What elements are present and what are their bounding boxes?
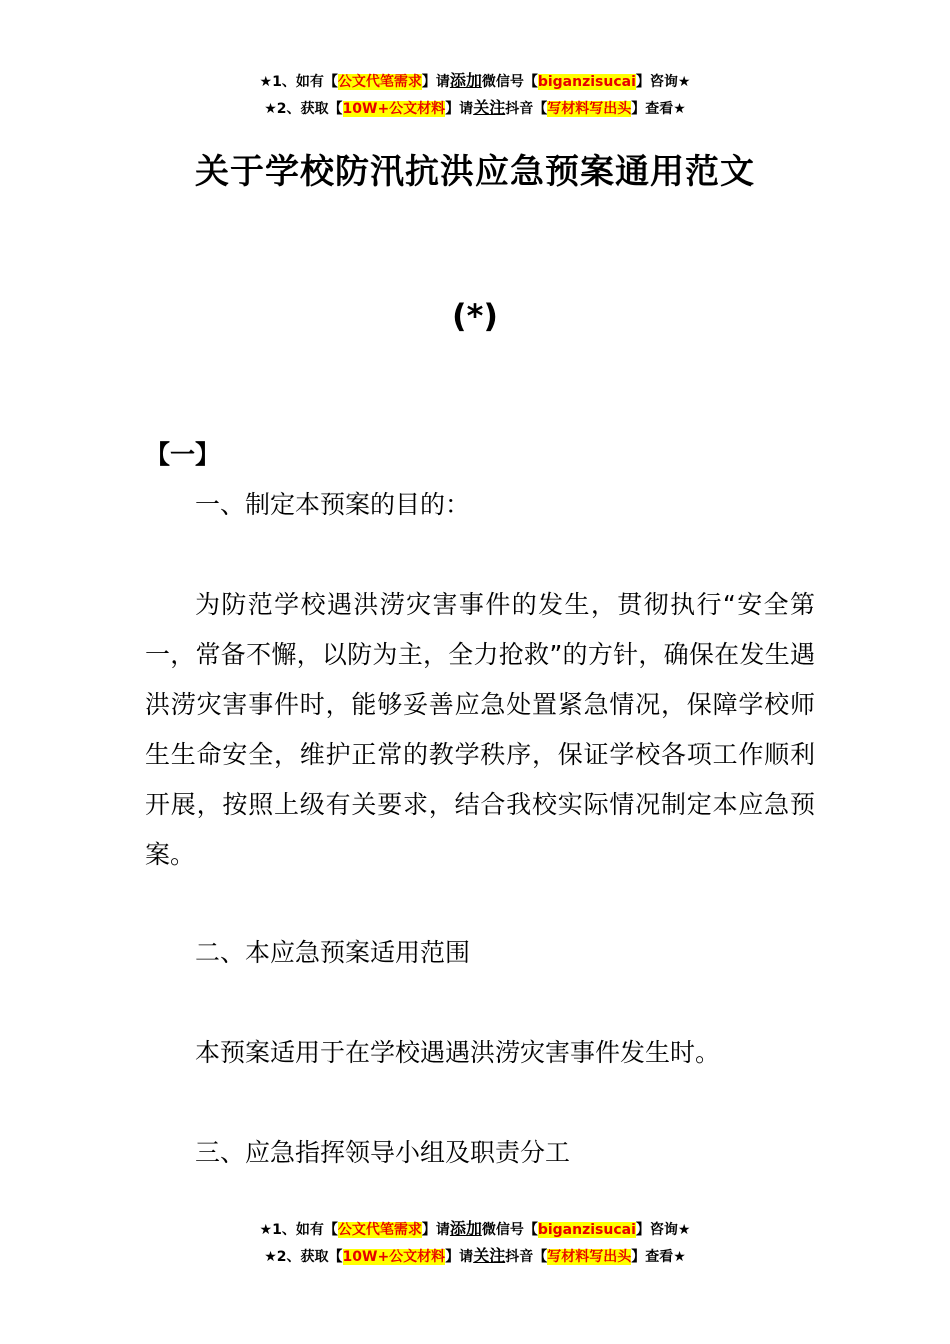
banner-line-1	[0, 68, 950, 95]
banner-text: 】请	[421, 1222, 450, 1238]
paragraph-body-2: 本预案适用于在学校遇遇洪涝灾害事件发生时。	[195, 1038, 721, 1067]
banner-text: ★2、获取【	[264, 1249, 343, 1265]
paragraph-heading-3: 三、应急指挥领导小组及职责分工	[195, 1138, 571, 1167]
paragraph-heading-1: 一、制定本预案的目的：	[195, 490, 471, 519]
document-title: 关于学校防汛抗洪应急预案通用范文	[195, 152, 755, 192]
banner-text: ★2、获取【	[264, 101, 343, 117]
section-mark: 【一】	[145, 440, 221, 469]
banner-highlight: 公文代笔需求	[337, 74, 422, 90]
banner-text: 】咨询★	[635, 74, 691, 90]
banner-text: ★1、如有【	[259, 1222, 338, 1238]
banner-highlight: 10W+公文材料	[342, 1249, 446, 1265]
banner-line-2	[0, 1243, 950, 1270]
banner-text: 抖音【	[505, 101, 548, 117]
banner-text: 】请	[421, 74, 450, 90]
banner-text: ★1、如有【	[259, 74, 338, 90]
banner-text: 微信号【	[481, 74, 538, 90]
bottom-banner	[0, 1216, 950, 1270]
banner-text: 】查看★	[631, 1249, 686, 1265]
banner-text: 】咨询★	[635, 1222, 691, 1238]
banner-highlight: biganzisucai	[537, 74, 636, 90]
banner-highlight: biganzisucai	[537, 1222, 636, 1238]
banner-text: 】请	[445, 1249, 474, 1265]
banner-underlined-text: 添加	[449, 71, 482, 90]
banner-text: 微信号【	[481, 1222, 538, 1238]
document-subtitle: (*)	[452, 297, 498, 335]
banner-underlined-text: 关注	[473, 1246, 506, 1265]
paragraph-body-1: 为防范学校遇洪涝灾害事件的发生，贯彻执行“安全第一，常备不懈，以防为主，全力抢救”的方针，确保在发生遇洪涝灾害事件时，能够妥善应急处置紧急情况，保障学校师生生命安全，维护正常的教学秩序，保证学校各项工作顺利开展，按照上级有关要求，结合我校实际情况制定本应急预案。	[145, 590, 815, 869]
banner-line-1	[0, 1216, 950, 1243]
top-banner	[0, 68, 950, 122]
banner-highlight: 公文代笔需求	[337, 1222, 422, 1238]
banner-text: 抖音【	[505, 1249, 548, 1265]
paragraph-heading-2: 二、本应急预案适用范围	[195, 938, 471, 967]
banner-highlight: 10W+公文材料	[342, 101, 446, 117]
banner-underlined-text: 添加	[449, 1219, 482, 1238]
banner-highlight: 写材料写出头	[547, 1249, 632, 1265]
banner-text: 】查看★	[631, 101, 686, 117]
banner-highlight: 写材料写出头	[547, 101, 632, 117]
banner-line-2	[0, 95, 950, 122]
banner-underlined-text: 关注	[473, 98, 506, 117]
banner-text: 】请	[445, 101, 474, 117]
